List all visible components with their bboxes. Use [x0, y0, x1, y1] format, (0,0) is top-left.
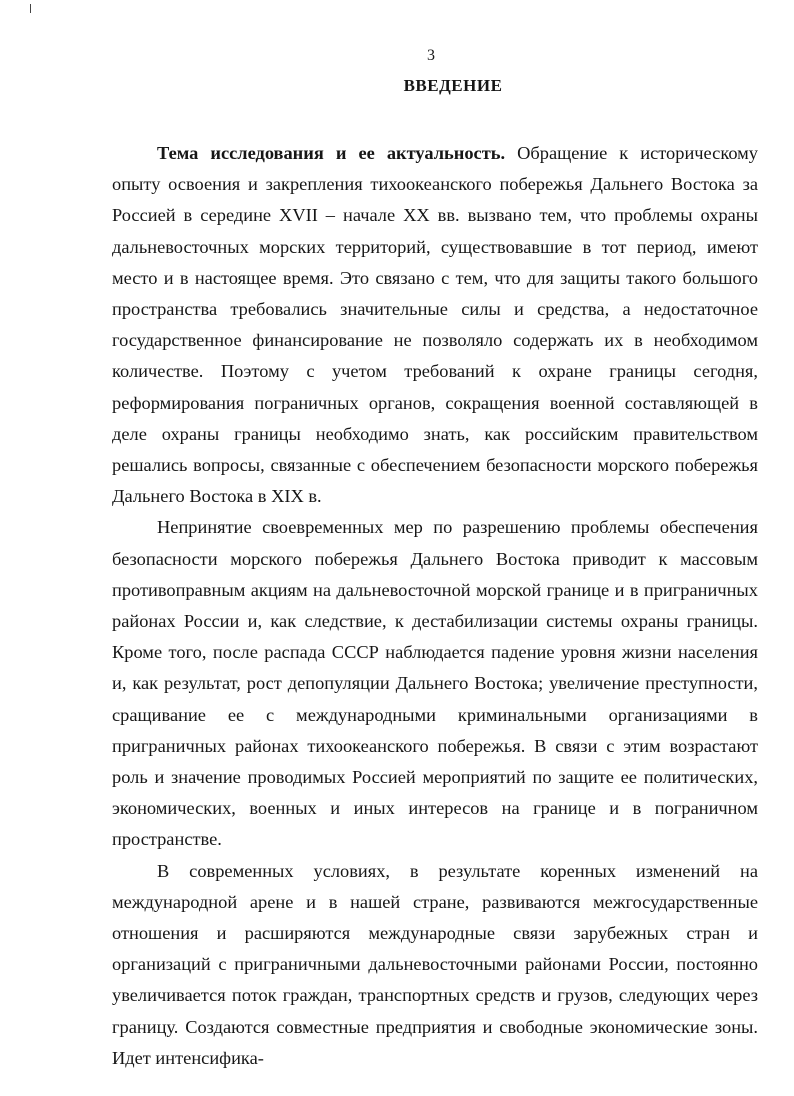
- paragraph-text: Обращение к историческому опыту освоения и закрепления тихоокеанского побережья Дальнего Востока за Россией в середине XVII – начале XX вв. вызвано тем, что проблемы охраны дальневосточных морских территорий, существовавшие в тот период, имеют место и в настоящее время. Это связано с тем, что для защиты такого большого пространства требовались значительные силы и средства, а недостаточное государственное финансирование не позволяло содержать их в необходимом количестве. Поэтому с учетом требований к охране границы сегодня, реформирования пограничных органов, сокращения военной составляющей в деле охраны границы необходимо знать, как российским правительством решались вопросы, связанные с обеспечением безопасности морского побережья Дальнего Востока в XIX в.: [112, 143, 759, 507]
- paragraph-modern-conditions: В современных условиях, в результате коренных изменений на международной арене и в нашей стране, развиваются межгосударственные отношения и расширяются международные связи зарубежных стран и организаций с приграничными дальневосточными районами России, постоянно увеличивается поток граждан, транспортных средств и грузов, следующих через границу. Создаются совместные предприятия и свободные экономические зоны. Идет интенсифика-: [112, 860, 758, 1068]
- paragraph-lead: Тема исследования и ее актуальность.: [157, 143, 506, 163]
- paragraph-security-measures: Непринятие своевременных мер по разрешению проблемы обеспечения безопасности морского побережья Дальнего Востока приводит к массовым противоправным акциям на дальневосточной морской границе и в приграничных районах России и, как следствие, к дестабилизации системы охраны границы. Кроме того, после распада СССР наблюдается падение уровня жизни населения и, как результат, рост депопуляции Дальнего Востока; увеличение преступности, сращивание ее с международными криминальными организациями в приграничных районах тихоокеанского побережья. В связи с этим возрастают роль и значение проводимых Россией мероприятий по защите ее политических, экономических, военных и иных интересов на границе и в пограничном пространстве.: [112, 517, 758, 850]
- page-number: 3: [427, 47, 435, 64]
- section-heading: ВВЕДЕНИЕ: [403, 76, 503, 95]
- scan-mark: [30, 4, 31, 13]
- body-text: [112, 138, 758, 1074]
- paragraph-topic-relevance: [112, 138, 758, 512]
